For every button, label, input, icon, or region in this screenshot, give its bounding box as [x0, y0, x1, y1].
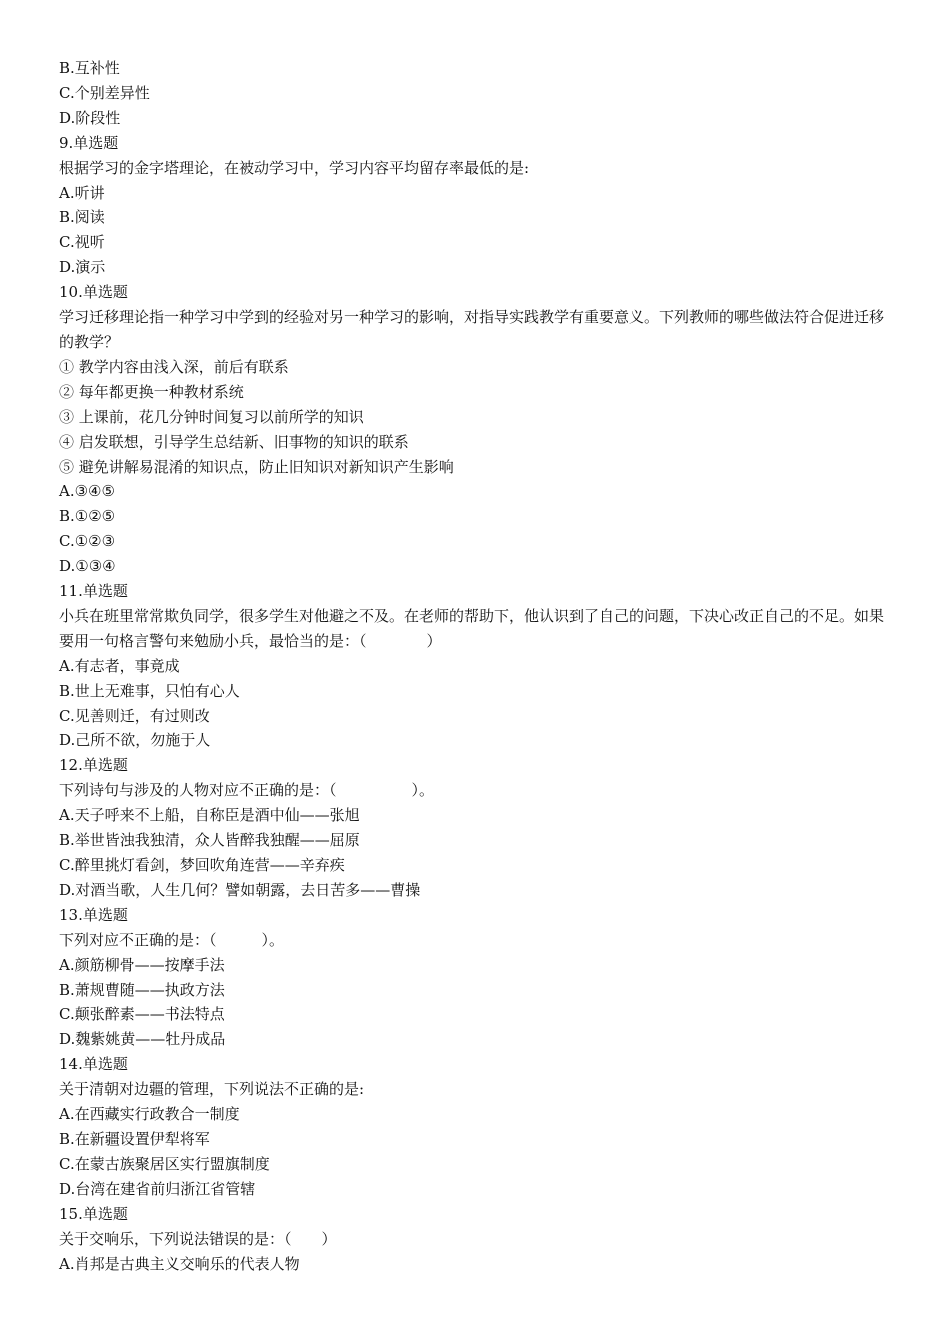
question-15 — [59, 1202, 889, 1277]
question-header: 11.单选题 — [59, 582, 128, 601]
document-page — [59, 56, 889, 1276]
option-a: A.有志者，事竟成 — [59, 656, 180, 675]
option-a: A.颜筋柳骨——按摩手法 — [59, 955, 225, 974]
option-d: D.对酒当歌，人生几何？譬如朝露，去日苦多——曹操 — [59, 880, 421, 899]
statement-4: ④ 启发联想，引导学生总结新、旧事物的知识的联系 — [59, 432, 409, 451]
question-8-continued — [59, 56, 889, 131]
option-a: A.③④⑤ — [59, 482, 115, 501]
question-stem: 根据学习的金字塔理论，在被动学习中，学习内容平均留存率最低的是: — [59, 158, 530, 177]
statement-5: ⑤ 避免讲解易混淆的知识点，防止旧知识对新知识产生影响 — [59, 457, 454, 476]
question-stem: 学习迁移理论指一种学习中学到的经验对另一种学习的影响，对指导实践教学有重要意义。下列教师的哪些做法符合促进迁移的教学？ — [59, 308, 885, 351]
question-header: 14.单选题 — [59, 1055, 128, 1074]
option-d: D.己所不欲，勿施于人 — [59, 731, 211, 750]
option-d: D.阶段性 — [59, 108, 121, 127]
option-b: B.阅读 — [59, 208, 105, 227]
question-9 — [59, 131, 889, 280]
option-a: A.在西藏实行政教合一制度 — [59, 1105, 240, 1124]
option-a: A.听讲 — [59, 183, 105, 202]
statement-2: ② 每年都更换一种教材系统 — [59, 382, 244, 401]
option-c: C.①②③ — [59, 532, 116, 551]
option-c: C.个别差异性 — [59, 83, 150, 102]
question-header: 13.单选题 — [59, 905, 128, 924]
option-b: B.萧规曹随——执政方法 — [59, 980, 225, 999]
question-stem: 小兵在班里常常欺负同学，很多学生对他避之不及。在老师的帮助下，他认识到了自己的问题，下决心改正自己的不足。如果要用一句格言警句来勉励小兵，最恰当的是：（ ） — [59, 606, 885, 650]
option-b: B.世上无难事，只怕有心人 — [59, 681, 240, 700]
question-stem: 关于交响乐，下列说法错误的是：（ ） — [59, 1229, 337, 1248]
option-c: C.醉里挑灯看剑，梦回吹角连营——辛弃疾 — [59, 856, 345, 874]
option-c: C.颠张醉素——书法特点 — [59, 1005, 225, 1024]
question-13 — [59, 903, 889, 1052]
question-header: 9.单选题 — [59, 133, 119, 152]
option-d: D.①③④ — [59, 557, 116, 576]
option-b: B.在新疆设置伊犁将军 — [59, 1129, 210, 1148]
question-11 — [59, 579, 889, 753]
option-d: D.演示 — [59, 258, 106, 277]
option-c: C.视听 — [59, 233, 105, 252]
question-header: 10.单选题 — [59, 283, 128, 302]
option-a: A.肖邦是古典主义交响乐的代表人物 — [59, 1254, 300, 1273]
option-c: C.见善则迁，有过则改 — [59, 706, 210, 725]
question-14 — [59, 1052, 889, 1201]
question-stem: 下列对应不正确的是：（ ）。 — [59, 930, 285, 949]
question-header: 15.单选题 — [59, 1204, 128, 1223]
statement-3: ③ 上课前，花几分钟时间复习以前所学的知识 — [59, 407, 364, 426]
question-stem: 关于清朝对边疆的管理，下列说法不正确的是: — [59, 1080, 365, 1099]
option-b: B.①②⑤ — [59, 507, 116, 526]
statement-1: ① 教学内容由浅入深，前后有联系 — [59, 357, 289, 376]
question-12 — [59, 753, 889, 902]
option-a: A.天子呼来不上船，自称臣是酒中仙——张旭 — [59, 806, 360, 825]
question-10 — [59, 280, 889, 579]
option-c: C.在蒙古族聚居区实行盟旗制度 — [59, 1154, 270, 1173]
question-stem: 下列诗句与涉及的人物对应不正确的是：（ ）。 — [59, 781, 435, 800]
option-d: D.台湾在建省前归浙江省管辖 — [59, 1179, 256, 1198]
option-d: D.魏紫姚黄——牡丹成品 — [59, 1030, 226, 1049]
option-b: B.互补性 — [59, 59, 120, 77]
option-b: B.举世皆浊我独清，众人皆醉我独醒——屈原 — [59, 831, 360, 850]
question-header: 12.单选题 — [59, 756, 128, 775]
